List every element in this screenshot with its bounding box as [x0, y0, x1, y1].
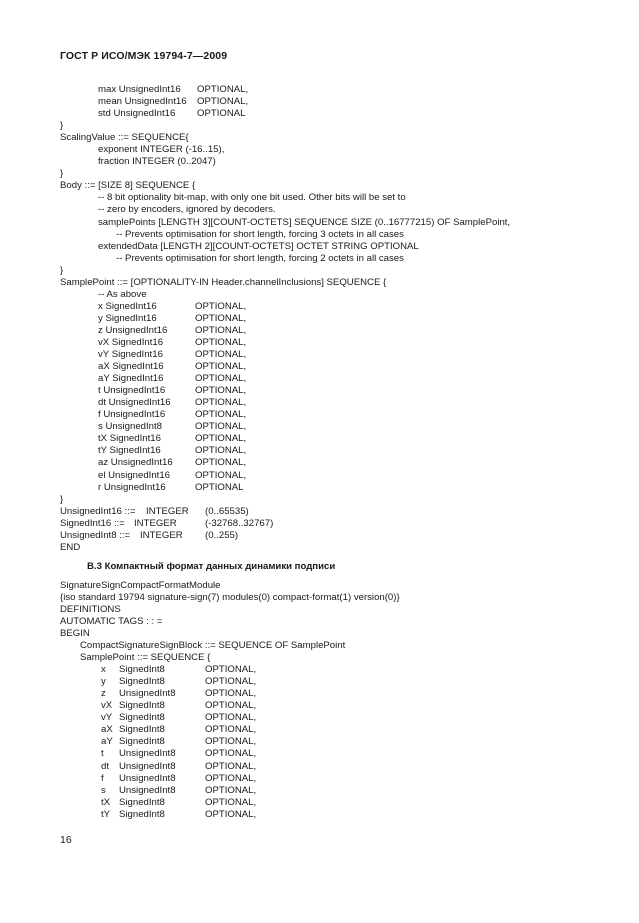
field-name: vX — [101, 700, 113, 712]
code-line — [0, 494, 639, 506]
field-name: az UnsignedInt16 — [98, 457, 173, 469]
field-optional: OPTIONAL, — [195, 409, 247, 421]
field-name: x SignedInt16 — [98, 300, 157, 312]
code-line — [0, 676, 639, 688]
field-name: std UnsignedInt16 — [98, 108, 176, 120]
module-oid: {iso standard 19794 signature-sign(7) modules(0) compact-format(1) version(0)} — [60, 591, 400, 603]
code-line — [0, 785, 639, 797]
field-optional: OPTIONAL, — [195, 385, 247, 397]
code-line — [0, 301, 639, 313]
code-line — [0, 132, 639, 144]
code-line — [0, 604, 639, 616]
code-line — [0, 217, 639, 229]
field-optional: OPTIONAL, — [195, 349, 247, 361]
code-line — [0, 397, 639, 409]
code-line — [0, 156, 639, 168]
type-name: UnsignedInt8 ::= — [60, 529, 131, 541]
field-optional: OPTIONAL, — [195, 469, 247, 481]
type-name: UnsignedInt16 ::= — [60, 505, 136, 517]
code-line — [0, 373, 639, 385]
field-optional: OPTIONAL, — [195, 336, 247, 348]
field-name: z — [101, 688, 106, 700]
code-line — [0, 664, 639, 676]
field-type: SignedInt8 — [119, 664, 165, 676]
field-name: f UnsignedInt16 — [98, 409, 166, 421]
brace: } — [60, 120, 64, 132]
code-line — [0, 506, 639, 518]
field-name: extendedData [LENGTH 2][COUNT-OCTETS] OCTET STRING OPTIONAL — [98, 240, 419, 252]
code-line — [0, 313, 639, 325]
code-line — [0, 616, 639, 628]
field-type: SignedInt8 — [119, 676, 165, 688]
code-line — [0, 628, 639, 640]
field-optional: OPTIONAL, — [195, 324, 247, 336]
field-name: el UnsignedInt16 — [98, 469, 171, 481]
asn1-code — [0, 84, 639, 821]
code-line — [0, 241, 639, 253]
code-line — [0, 289, 639, 301]
field-optional: OPTIONAL — [197, 108, 246, 120]
field-name: vY SignedInt16 — [98, 349, 163, 361]
field-name: tY — [101, 808, 111, 820]
comment: -- As above — [98, 288, 147, 300]
field-name: t UnsignedInt16 — [98, 385, 166, 397]
code-line — [0, 361, 639, 373]
field-optional: OPTIONAL, — [205, 760, 257, 772]
type-definition: SamplePoint ::= SEQUENCE { — [80, 652, 211, 664]
code-line — [0, 409, 639, 421]
keyword: DEFINITIONS — [60, 603, 121, 615]
type-name: SignedInt16 ::= — [60, 517, 125, 529]
code-line — [0, 530, 639, 542]
code-line — [0, 640, 639, 652]
field-name: aX — [101, 724, 113, 736]
field-name: z UnsignedInt16 — [98, 324, 168, 336]
code-line — [0, 325, 639, 337]
field-type: SignedInt8 — [119, 712, 165, 724]
field-name: max UnsignedInt16 — [98, 84, 181, 95]
code-line — [0, 265, 639, 277]
code-line — [0, 229, 639, 241]
field-optional: OPTIONAL, — [195, 300, 247, 312]
field-name: f — [101, 772, 104, 784]
field-name: vX SignedInt16 — [98, 336, 164, 348]
field-optional: OPTIONAL, — [205, 724, 257, 736]
field-name: y — [101, 676, 106, 688]
field-name: aY — [101, 736, 113, 748]
code-line — [0, 797, 639, 809]
code-line — [0, 652, 639, 664]
code-line — [0, 96, 639, 108]
code-line — [0, 580, 639, 592]
type-range: (0..255) — [205, 529, 239, 541]
code-line — [0, 192, 639, 204]
module-name: SignatureSignCompactFormatModule — [60, 579, 221, 591]
code-line — [0, 518, 639, 530]
code-line — [0, 84, 639, 96]
code-line — [0, 712, 639, 724]
code-line — [0, 421, 639, 433]
field-type: SignedInt8 — [119, 724, 165, 736]
field-name: x — [101, 664, 106, 676]
code-line — [0, 385, 639, 397]
field-type: UnsignedInt8 — [119, 784, 176, 796]
code-line — [0, 773, 639, 785]
field-optional: OPTIONAL, — [205, 700, 257, 712]
type-definition: CompactSignatureSignBlock ::= SEQUENCE OF SamplePoint — [80, 640, 346, 652]
code-line — [0, 542, 639, 554]
field-name: vY — [101, 712, 113, 724]
code-line — [0, 180, 639, 192]
keyword: AUTOMATIC TAGS : : = — [60, 615, 163, 627]
field-optional: OPTIONAL, — [205, 748, 257, 760]
keyword: BEGIN — [60, 628, 90, 640]
code-line — [0, 482, 639, 494]
end-keyword: END — [60, 541, 81, 553]
field-optional: OPTIONAL, — [195, 312, 247, 324]
comment: -- 8 bit optionality bit-map, with only one bit used. Other bits will be set to — [98, 192, 406, 204]
code-line — [0, 337, 639, 349]
code-line — [0, 277, 639, 289]
comment: -- zero by encoders, ignored by decoders. — [98, 204, 276, 216]
code-line — [0, 809, 639, 821]
type-kind: INTEGER — [140, 529, 183, 541]
field-name: tX SignedInt16 — [98, 433, 161, 445]
field-optional: OPTIONAL, — [197, 96, 249, 108]
code-line — [0, 470, 639, 482]
comment: -- Prevents optimisation for short length, forcing 2 octets in all cases — [116, 252, 404, 264]
type-range: (0..65535) — [205, 505, 249, 517]
field-type: SignedInt8 — [119, 808, 165, 820]
field-optional: OPTIONAL, — [195, 457, 247, 469]
type-kind: INTEGER — [146, 505, 189, 517]
brace: } — [60, 493, 64, 505]
field-optional: OPTIONAL, — [195, 421, 247, 433]
field-name: mean UnsignedInt16 — [98, 96, 187, 108]
field-name: r UnsignedInt16 — [98, 481, 166, 493]
field-optional: OPTIONAL, — [195, 445, 247, 457]
field-optional: OPTIONAL, — [205, 688, 257, 700]
brace: } — [60, 168, 64, 180]
field-optional: OPTIONAL, — [195, 397, 247, 409]
field-name: s UnsignedInt8 — [98, 421, 162, 433]
field-name: s — [101, 784, 106, 796]
field-name: t — [101, 748, 104, 760]
field-name: aX SignedInt16 — [98, 361, 164, 373]
code-line — [0, 433, 639, 445]
field-optional: OPTIONAL, — [205, 784, 257, 796]
field-name: samplePoints [LENGTH 3][COUNT-OCTETS] SEQUENCE SIZE (0..16777215) OF SamplePoint, — [98, 216, 511, 228]
code-line — [0, 700, 639, 712]
code-line — [0, 761, 639, 773]
field-optional: OPTIONAL, — [195, 361, 247, 373]
code-line — [0, 120, 639, 132]
field-optional: OPTIONAL — [195, 481, 244, 493]
field-optional: OPTIONAL, — [195, 373, 247, 385]
type-range: (-32768..32767) — [205, 517, 274, 529]
field-type: SignedInt8 — [119, 796, 165, 808]
field-optional: OPTIONAL, — [197, 84, 249, 95]
field-optional: OPTIONAL, — [205, 808, 257, 820]
section-heading — [0, 554, 639, 580]
code-line — [0, 748, 639, 760]
page-number: 16 — [60, 834, 72, 846]
field-name: fraction INTEGER (0..2047) — [98, 156, 216, 168]
field-type: UnsignedInt8 — [119, 772, 176, 784]
code-line — [0, 349, 639, 361]
type-kind: INTEGER — [134, 517, 177, 529]
code-line — [0, 688, 639, 700]
field-optional: OPTIONAL, — [205, 736, 257, 748]
field-name: tY SignedInt16 — [98, 445, 161, 457]
type-definition: Body ::= [SIZE 8] SEQUENCE { — [60, 180, 196, 192]
field-optional: OPTIONAL, — [205, 664, 257, 676]
field-name: exponent INTEGER (-16..15), — [98, 144, 225, 156]
code-line — [0, 253, 639, 265]
code-line — [0, 457, 639, 469]
field-optional: OPTIONAL, — [205, 772, 257, 784]
field-type: UnsignedInt8 — [119, 688, 176, 700]
document-header: ГОСТ Р ИСО/МЭК 19794-7—2009 — [60, 50, 228, 62]
field-optional: OPTIONAL, — [205, 796, 257, 808]
code-line — [0, 592, 639, 604]
code-line — [0, 168, 639, 180]
field-optional: OPTIONAL, — [205, 712, 257, 724]
code-line — [0, 204, 639, 216]
comment: -- Prevents optimisation for short length, forcing 3 octets in all cases — [116, 228, 404, 240]
field-name: y SignedInt16 — [98, 312, 157, 324]
field-optional: OPTIONAL, — [195, 433, 247, 445]
field-name: aY SignedInt16 — [98, 373, 164, 385]
field-type: UnsignedInt8 — [119, 748, 176, 760]
field-name: dt — [101, 760, 110, 772]
field-type: UnsignedInt8 — [119, 760, 176, 772]
code-line — [0, 445, 639, 457]
field-optional: OPTIONAL, — [205, 676, 257, 688]
section-heading-text: B.3 Компактный формат данных динамики подписи — [87, 560, 336, 572]
brace: } — [60, 264, 64, 276]
code-line — [0, 144, 639, 156]
field-name: dt UnsignedInt16 — [98, 397, 171, 409]
field-type: SignedInt8 — [119, 736, 165, 748]
field-name: tX — [101, 796, 111, 808]
type-definition: ScalingValue ::= SEQUENCE{ — [60, 132, 189, 144]
code-line — [0, 108, 639, 120]
field-type: SignedInt8 — [119, 700, 165, 712]
code-line — [0, 724, 639, 736]
code-line — [0, 736, 639, 748]
type-definition: SamplePoint ::= [OPTIONALITY-IN Header.channelInclusions] SEQUENCE { — [60, 276, 387, 288]
